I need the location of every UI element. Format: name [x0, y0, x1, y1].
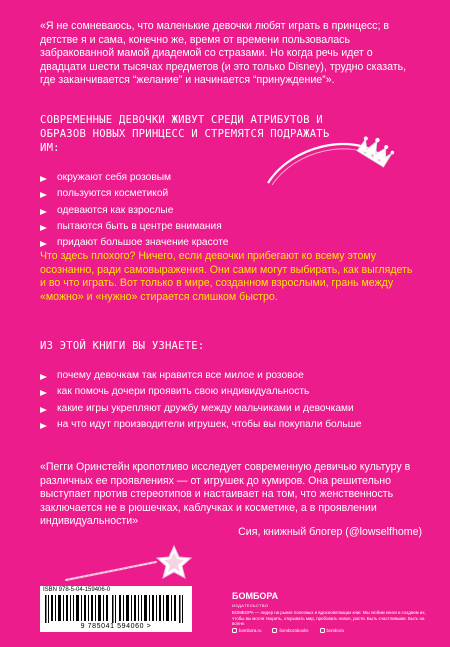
- publisher-subtitle: ИЗДАТЕЛЬСТВО: [232, 603, 269, 608]
- list-item: пользуются косметикой: [40, 187, 290, 200]
- review-author: Сия, книжный блогер (@lowselfhome): [238, 526, 422, 538]
- intro-quote: «Я не сомневаюсь, что маленькие девочки любят играть в принцесс; в детстве я и сама, конечно же, время от времени пользовалась забракованной мамой диадемой со стразами. Но когда речь идет о двадцати шести тысячах предметов (и это только Disney), трудно сказать, где заканчивается “желание” и начинается “принуждение”».: [40, 20, 407, 87]
- vk-link[interactable]: bombora: [320, 628, 344, 633]
- section2-heading: ИЗ ЭТОЙ КНИГИ ВЫ УЗНАЕТЕ:: [40, 340, 205, 352]
- traits-list: [40, 171, 290, 252]
- publisher-description: БОМБОРА — лидер на рынке полезных и вдохновляющих книг. Мы любим книги и создаем их, чтобы вы могли творить, открывать мир, пробовать новое, расти. Быть счастливыми. Быть на волне.: [232, 610, 426, 626]
- barcode: [40, 586, 192, 632]
- instagram-icon: [272, 628, 277, 633]
- barcode-bars: [45, 595, 187, 623]
- list-item: окружают себя розовым: [40, 171, 290, 184]
- list-item: придают большое значение красоте: [40, 236, 290, 249]
- instagram-link[interactable]: bomborabooks: [272, 628, 308, 633]
- social-links: [232, 628, 344, 633]
- list-item: какие игры укрепляют дружбу между мальчиками и девочками: [40, 402, 385, 415]
- list-item: почему девочкам так нравится все милое и розовое: [40, 369, 385, 382]
- vk-icon: [320, 628, 325, 633]
- review-quote: «Пегги Оринстейн кропотливо исследует современную девичью культуру в различных ее проявлениях — от игрушек до кумиров. Она решительно выступает против стереотипов и настаивает на том, что женственность заключается не в рюшечках, каблучках и косметике, а в проявлении индивидуальности»: [40, 461, 411, 528]
- list-item: как помочь дочери проявить свою индивидуальность: [40, 385, 385, 398]
- barcode-number: 9 785041 594060 >: [80, 623, 152, 630]
- publisher-logo: БОМБОРА: [232, 591, 279, 601]
- list-item: на что идут производители игрушек, чтобы вы покупали больше: [40, 418, 385, 431]
- middle-paragraph: Что здесь плохого? Ничего, если девочки прибегают ко всему этому осознанно, ради самовыражения. Они сами могут выбирать, как выглядеть и во что играть. Вот только в мире, созданном взрослыми, грань между «можно» и «нужно» стирается слишком быстро.: [40, 250, 413, 303]
- website-link[interactable]: bombora.ru: [232, 628, 261, 633]
- learn-list: [40, 369, 385, 434]
- section1-heading: СОВРЕМЕННЫЕ ДЕВОЧКИ ЖИВУТ СРЕДИ АТРИБУТОВ И ОБРАЗОВ НОВЫХ ПРИНЦЕСС И СТРЕМЯТСЯ ПОДРАЖАТЬ ИМ:: [40, 114, 330, 154]
- globe-icon: [232, 628, 237, 633]
- isbn-text: ISBN 978-5-04-159406-0: [43, 587, 111, 593]
- list-item: одеваются как взрослые: [40, 204, 290, 217]
- list-item: пытаются быть в центре внимания: [40, 220, 290, 233]
